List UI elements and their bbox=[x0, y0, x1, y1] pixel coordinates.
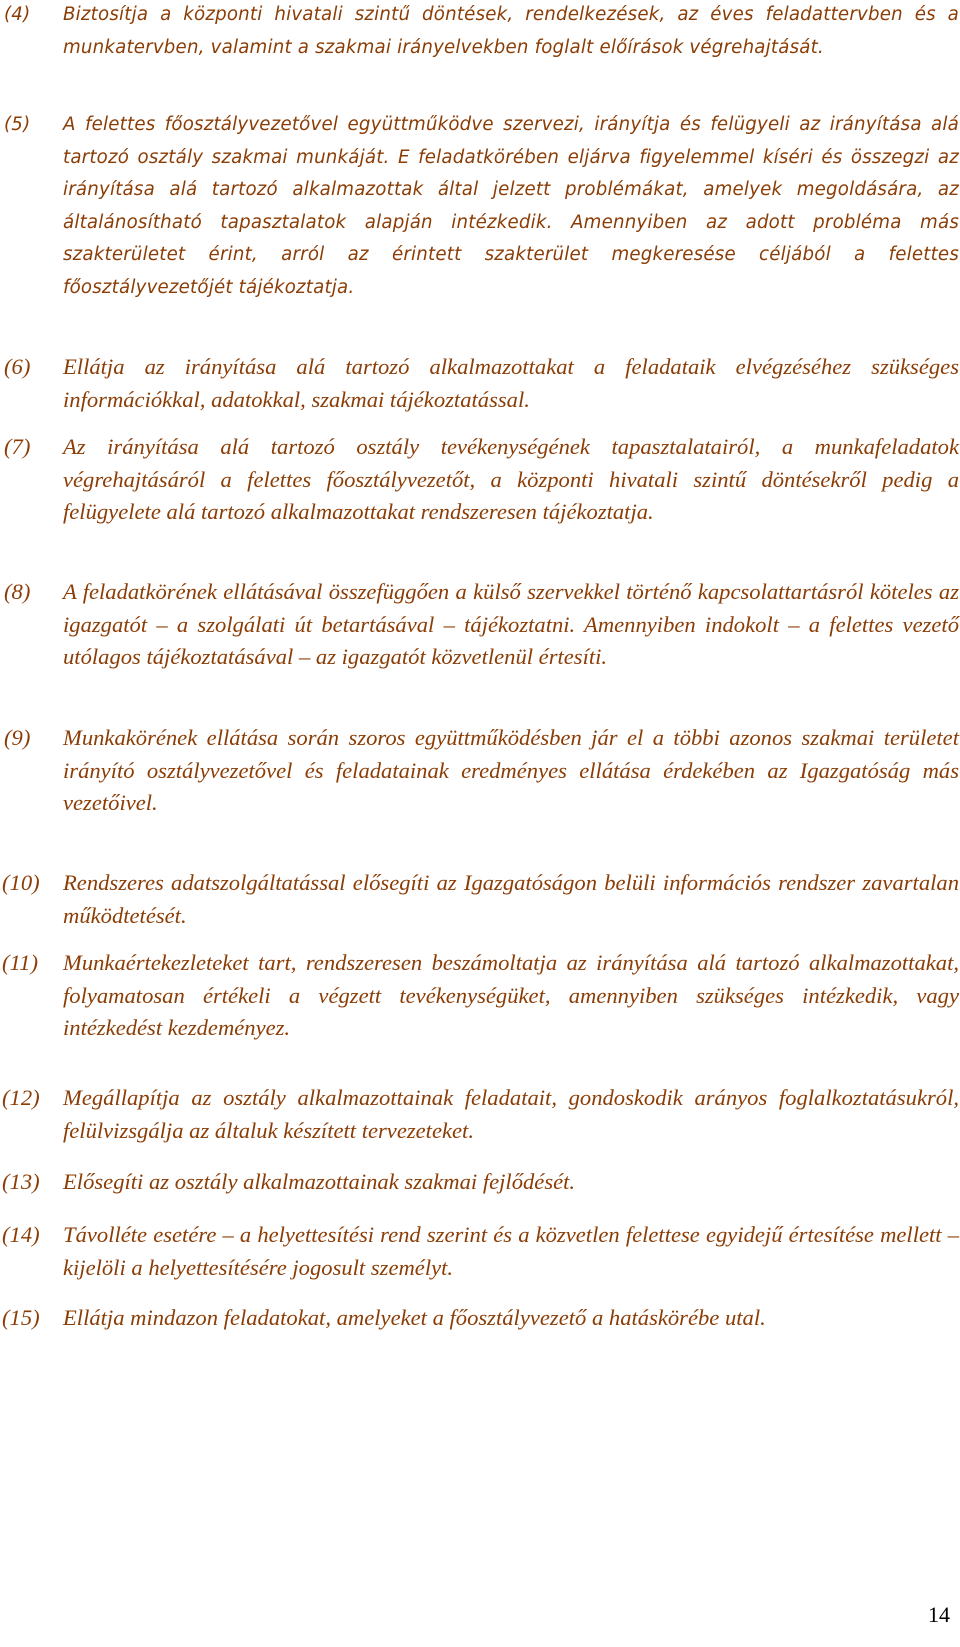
item-text: Távolléte esetére – a helyettesítési rend szerint és a közvetlen felettese egyidejű értesítése mellett – kijelöli a helyettesítésére jogosult személyt. bbox=[63, 1222, 959, 1280]
item-number: (10) bbox=[2, 870, 40, 895]
item-number: (8) bbox=[4, 579, 31, 604]
item-text: Munkakörének ellátása során szoros együttműködésben jár el a többi azonos szakmai területet irányító osztályvezetővel és feladatainak eredményes ellátása érdekében az Igazgatóság más vezetőivel. bbox=[63, 725, 959, 816]
item-text: Az irányítása alá tartozó osztály tevékenységének tapasztalatairól, a munkafeladatok végrehajtásáról a felettes főosztályvezetőt, a központi hivatali szintű döntésekről pedig a felügyelete alá tartozó alkalmazottakat rendszeresen tájékoztatja. bbox=[63, 434, 959, 525]
item-number: (4) bbox=[4, 4, 31, 25]
item-number: (9) bbox=[4, 725, 31, 750]
item-number: (15) bbox=[2, 1305, 40, 1330]
item-number: (7) bbox=[4, 434, 31, 459]
item-text: Megállapítja az osztály alkalmazottainak feladatait, gondoskodik arányos foglalkoztatásukról, felülvizsgálja az általuk készített tervezeteket. bbox=[63, 1085, 959, 1143]
item-number: (6) bbox=[4, 354, 31, 379]
item-number: (13) bbox=[2, 1169, 40, 1194]
page-number: 14 bbox=[928, 1602, 950, 1627]
item-text: Rendszeres adatszolgáltatással elősegíti az Igazgatóságon belüli információs rendszer zavartalan működtetését. bbox=[63, 870, 959, 928]
item-text: A felettes főosztályvezetővel együttműködve szervezi, irányítja és felügyeli az irányítása alá tartozó osztály szakmai munkáját. E feladatkörében eljárva figyelemmel kíséri és összegzi az irányítása alá tartozó alkalmazottak által jelzett problémákat, amelyek megoldására, az általánosítható tapasztalatok alapján intézkedik. Amennyiben az adott probléma más szakterületet érint, arról az érintett szakterület megkeresése céljából a felettes főosztályvezetőjét tájékoztatja. bbox=[63, 114, 959, 298]
item-number: (14) bbox=[2, 1222, 40, 1247]
item-text: Biztosítja a központi hivatali szintű döntések, rendelkezések, az éves feladattervben és a munkatervben, valamint a szakmai irányelvekben foglalt előírások végrehajtását. bbox=[63, 4, 959, 58]
item-text: Elősegíti az osztály alkalmazottainak szakmai fejlődését. bbox=[63, 1169, 576, 1194]
item-number: (5) bbox=[4, 114, 31, 135]
item-text: Ellátja az irányítása alá tartozó alkalmazottakat a feladataik elvégzéséhez szükséges információkkal, adatokkal, szakmai tájékoztatással. bbox=[63, 354, 959, 412]
item-text: Munkaértekezleteket tart, rendszeresen beszámoltatja az irányítása alá tartozó alkalmazottakat, folyamatosan értékeli a végzett tevékenységüket, amennyiben szükséges intézkedik, vagy intézkedést kezdeményez. bbox=[63, 950, 959, 1041]
item-number: (12) bbox=[2, 1085, 40, 1110]
item-text: A feladatkörének ellátásával összefüggően a külső szervekkel történő kapcsolattartásról köteles az igazgatót – a szolgálati út betartásával – tájékoztatni. Amennyiben indokolt – a felettes vezető utólagos tájékoztatásával – az igazgatót közvetlenül értesíti. bbox=[63, 579, 959, 670]
item-text: Ellátja mindazon feladatokat, amelyeket a főosztályvezető a hatáskörébe utal. bbox=[63, 1305, 766, 1330]
item-number: (11) bbox=[2, 950, 38, 975]
